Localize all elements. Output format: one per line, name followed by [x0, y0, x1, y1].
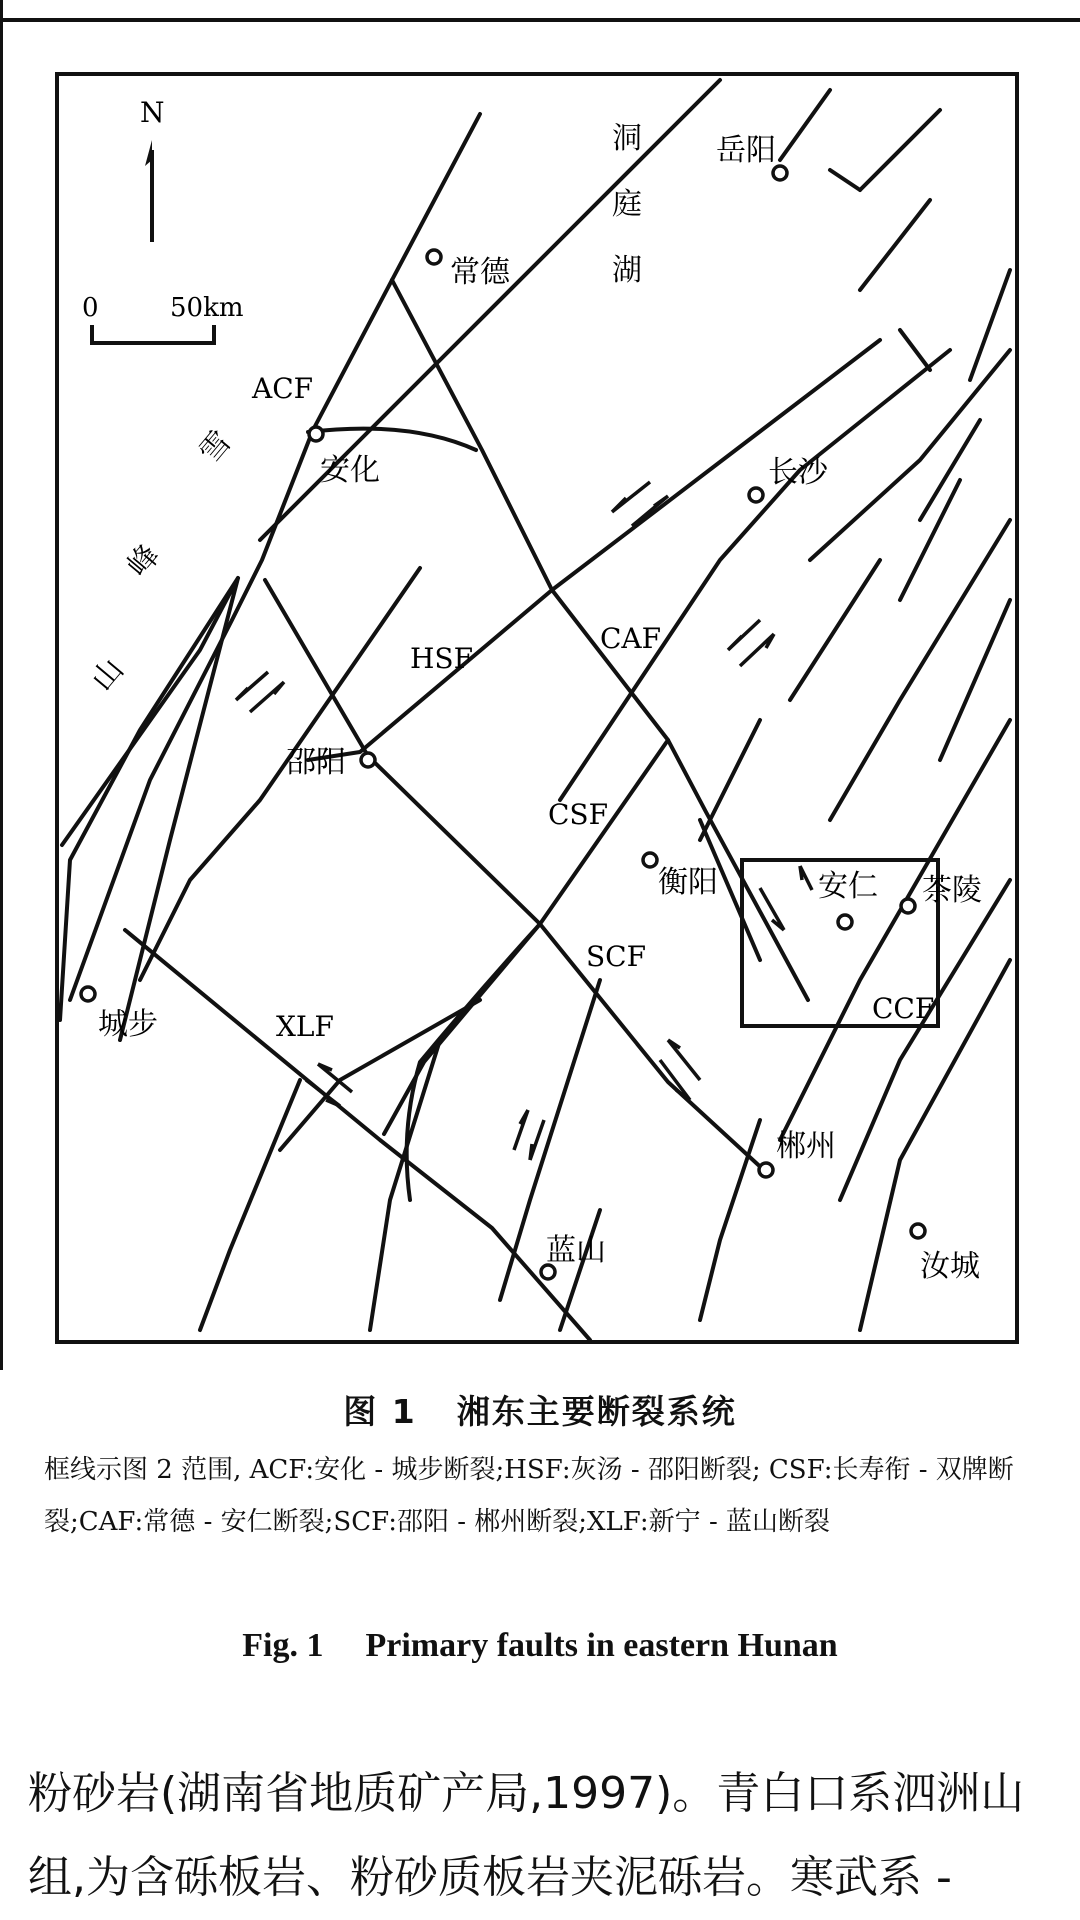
north-arrow: [140, 96, 165, 242]
city-yueyang: 岳阳: [716, 133, 776, 168]
svg-text:峰: 峰: [120, 538, 167, 584]
city-chengbu: 城步: [98, 1007, 158, 1042]
city-hengyang: 衡阳: [658, 865, 718, 900]
scale-zero-label: 0: [82, 293, 99, 323]
figure-title-en: Primary faults in eastern Hunan: [365, 1627, 838, 1664]
svg-text:庭: 庭: [612, 187, 642, 222]
figure-caption-english: [0, 1627, 1080, 1665]
city-rucheng: 汝城: [920, 1249, 980, 1284]
scale-distance-label: 50km: [170, 293, 244, 323]
figure-title-cn: 湘东主要断裂系统: [456, 1392, 737, 1431]
city-anren: 安仁: [818, 869, 878, 904]
city-lanshan: 蓝山: [546, 1233, 606, 1268]
dongting-lake-label: [612, 121, 642, 288]
city-changde: 常德: [450, 255, 510, 290]
body-paragraph: 粉砂岩(湖南省地质矿产局,1997)。青白口系泗洲山组,为含砾板岩、粉砂质板岩夹泥砾岩。寒武系 -: [28, 1768, 1025, 1903]
figure-number-en: Fig. 1: [242, 1627, 324, 1664]
figure-caption-chinese: [0, 1386, 1080, 1433]
fault-label-scf: SCF: [586, 940, 647, 973]
figure-caption-note: 框线示图 2 范围, ACF:安化 - 城步断裂;HSF:灰汤 - 邵阳断裂; CSF:长寿衔 - 双牌断裂;CAF:常德 - 安仁断裂;SCF:邵阳 - 郴州断裂;XLF:新宁 - 蓝山断裂: [44, 1455, 1014, 1537]
svg-text:山: 山: [84, 652, 131, 698]
scale-bar: [82, 293, 244, 343]
city-anhua: 安化: [320, 453, 380, 488]
fault-label-xlf: XLF: [276, 1010, 334, 1043]
fault-label-csf: CSF: [548, 798, 609, 831]
fault-label-caf: CAF: [600, 622, 662, 655]
fault-label-hsf: HSF: [410, 642, 474, 675]
fault-motion-arrows: [236, 482, 812, 1160]
svg-text:湖: 湖: [612, 253, 642, 288]
fault-label-ccf: CCF: [872, 992, 935, 1025]
city-shaoyang: 邵阳: [286, 745, 346, 780]
fault-label-acf: ACF: [252, 372, 314, 405]
figure-number-cn: 图 1: [343, 1392, 417, 1431]
svg-text:雪: 雪: [192, 424, 239, 470]
city-chenzhou: 郴州: [776, 1129, 836, 1164]
city-markers: [81, 166, 925, 1279]
city-chaling: 茶陵: [922, 873, 982, 908]
city-changsha: 长沙: [768, 455, 828, 490]
svg-text:洞: 洞: [612, 121, 642, 156]
north-label: N: [140, 96, 165, 129]
